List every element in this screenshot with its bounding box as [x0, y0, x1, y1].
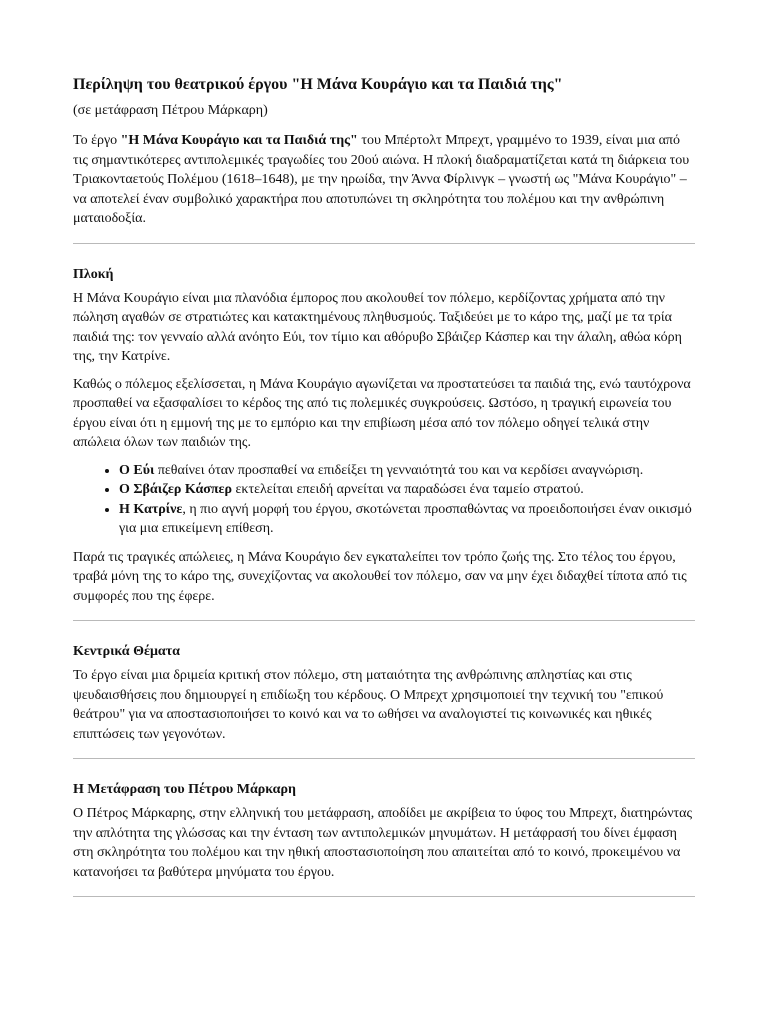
intro-rest: του Μπέρτολτ Μπρεχτ, γραμμένο το 1939, είναι μια από τις σημαντικότερες αντιπολεμικές τραγωδίες του 20ού αιώνα. Η πλοκή διαδραματίζεται κατά τη διάρκεια του Τριακονταετούς Πολέμου (1618–1648), με την ηρωίδα, την Άννα Φίρλινγκ – γνωστή ως "Μάνα Κουράγιο" – να αποτελεί έναν συμβολικό χαρακτήρα που αποτυπώνει τη σκληρότητα του πολέμου και την ανθρώπινη ματαιοδοξία. — [73, 133, 690, 226]
list-item-text: πεθαίνει όταν προσπαθεί να επιδείξει τη γενναιότητά του και να κερδίσει αναγνώριση. — [154, 462, 644, 478]
plot-paragraph-1: Η Μάνα Κουράγιο είναι μια πλανόδια έμπορος που ακολουθεί τον πόλεμο, κερδίζοντας χρήματα από την πώληση αγαθών σε στρατιώτες και κατακτημένους πληθυσμούς. Ταξιδεύει με το κάρο της, μαζί με τα τρία παιδιά της: τον γενναίο αλλά ανόητο Εύι, τον τίμιο και αθόρυβο Σβάιζερ Κάσπερ και την άλαλη, αθώα κόρη της, την Κατρίνε. — [73, 290, 682, 364]
translation-paragraph: Ο Πέτρος Μάρκαρης, στην ελληνική του μετάφραση, αποδίδει με ακρίβεια το ύφος του Μπρεχτ, διατηρώντας την απλότητα της γλώσσας και την ένταση των αντιπολεμικών μηνυμάτων. Η μετάφρασή του δίνει έμφαση στη σκληρότητα του πολέμου και την ηθική αποστασιοποίηση που απαιτείται από το κοινό, προκειμένου να κατανοήσει τα βαθύτερα μηνύματα του έργου. — [73, 806, 693, 880]
list-item-name: Η Κατρίνε — [119, 501, 183, 517]
translation-heading: Η Μετάφραση του Πέτρου Μάρκαρη — [73, 782, 296, 797]
children-fate-list — [73, 461, 695, 539]
plot-heading: Πλοκή — [73, 266, 114, 282]
intro-lead: Το έργο — [73, 133, 121, 148]
list-item-text: εκτελείται επειδή αρνείται να παραδώσει ένα ταμείο στρατού. — [232, 482, 584, 497]
document-subtitle: (σε μετάφραση Πέτρου Μάρκαρη) — [73, 103, 268, 118]
themes-paragraph: Το έργο είναι μια δριμεία κριτική στον πόλεμο, στη ματαιότητα της ανθρώπινης απληστίας και στις ψευδαισθήσεις που δημιουργεί η επιδίωξη του κέρδους. Ο Μπρεχτ χρησιμοποιεί την τεχνική του "επικού θεάτρου" για να αποστασιοποιήσει το κοινό και να το ωθήσει να αναλογιστεί τις κοινωνικές και ηθικές επιπτώσεις των γεγονότων. — [73, 668, 664, 742]
list-item — [119, 461, 695, 481]
section-divider — [73, 758, 695, 759]
plot-paragraph-3: Παρά τις τραγικές απώλειες, η Μάνα Κουράγιο δεν εγκαταλείπει τον τρόπο ζωής της. Στο τέλος του έργου, τραβά μόνη της το κάρο της, συνεχίζοντας να ακολουθεί τον πόλεμο, σαν να μην έχει διδαχθεί τίποτα από τις συμφορές που της έφερε. — [73, 549, 687, 604]
section-divider — [73, 896, 695, 897]
intro-work-title: "Η Μάνα Κουράγιο και τα Παιδιά της" — [120, 133, 358, 148]
list-item-text: , η πιο αγνή μορφή του έργου, σκοτώνεται προσπαθώντας να προειδοποιήσει έναν οικισμό για μια επικείμενη επίθεση. — [119, 501, 692, 536]
themes-heading: Κεντρικά Θέματα — [73, 644, 180, 659]
intro-paragraph — [73, 131, 695, 229]
list-item-name: Ο Εύι — [119, 462, 155, 478]
document-title: Περίληψη του θεατρικού έργου "Η Μάνα Κουράγιο και τα Παιδιά της" — [73, 76, 563, 93]
section-divider — [73, 620, 695, 621]
list-item — [119, 500, 695, 539]
section-divider — [73, 243, 695, 244]
list-item — [119, 480, 695, 500]
plot-paragraph-2: Καθώς ο πόλεμος εξελίσσεται, η Μάνα Κουράγιο αγωνίζεται να προστατεύσει τα παιδιά της, ενώ ταυτόχρονα προσπαθεί να εξασφαλίσει το κέρδος της από τις πολεμικές συγκρούσεις. Ωστόσο, η τραγική ειρωνεία του έργου είναι ότι η εμμονή της με το εμπόριο και την επιβίωση μέσα από τον πόλεμο οδηγεί τελικά στην απώλεια όλων των παιδιών της. — [73, 376, 691, 450]
list-item-name: Ο Σβάιζερ Κάσπερ — [119, 482, 233, 497]
